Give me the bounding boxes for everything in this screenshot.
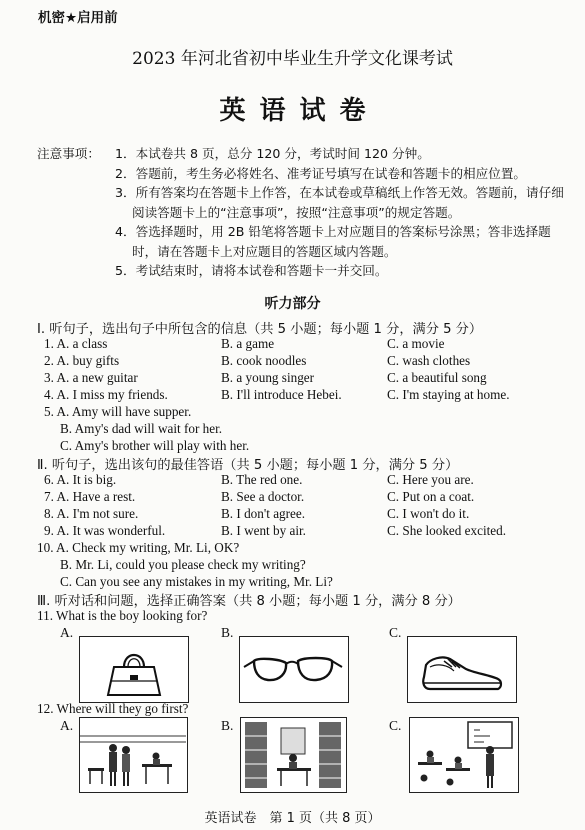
paper-title: 英语试卷 xyxy=(219,96,380,126)
q12-picture-b xyxy=(240,717,347,793)
note-item: 3．所有答案均在答题卡上作答，在本试卷或草稿纸上作答无效。答题前，请仔细阅读答题卡上的“注意事项”，按照“注意事项”的规定答题。 xyxy=(115,185,564,220)
q9-option-c: C. She looked excited. xyxy=(387,523,507,538)
q5-option-a: 5. A. Amy will have supper. xyxy=(44,404,192,419)
q9-option-a: 9. A. It was wonderful. xyxy=(44,523,166,538)
q3-option-b: B. a young singer xyxy=(221,370,315,385)
classroom-scene-icon xyxy=(410,718,517,791)
q11-picture-b xyxy=(239,636,349,703)
q12-picture-a xyxy=(79,717,188,793)
q3-option-c: C. a beautiful song xyxy=(387,370,487,385)
q8-option-b: B. I don't agree. xyxy=(221,506,306,521)
q7-option-b: B. See a doctor. xyxy=(221,489,305,504)
q1-option-c: C. a movie xyxy=(387,336,445,351)
q2-option-c: C. wash clothes xyxy=(387,353,471,368)
q1-option-b: B. a game xyxy=(221,336,275,351)
q10-option-c: C. Can you see any mistakes in my writing, Mr. Li? xyxy=(60,574,333,589)
note-item: 4．答选择题时，用 2B 铅笔将答题卡上对应题目的答案标号涂黑；答非选择题时，请在答题卡上对应题目的答题区域内答题。 xyxy=(115,224,551,259)
q8-option-a: 8. A. I'm not sure. xyxy=(44,506,139,521)
note-item: 5．考试结束时，请将本试卷和答题卡一并交回。 xyxy=(115,263,388,278)
q5-option-b: B. Amy's dad will wait for her. xyxy=(60,421,223,436)
q8-option-c: C. I won't do it. xyxy=(387,506,470,521)
q11-label-b: B. xyxy=(221,625,234,640)
q2-option-b: B. cook noodles xyxy=(221,353,307,368)
exam-notes xyxy=(37,144,572,281)
q10-option-a: 10. A. Check my writing, Mr. Li, OK? xyxy=(37,540,240,555)
q10-option-b: B. Mr. Li, could you please check my writing? xyxy=(60,557,306,572)
q12-picture-c xyxy=(409,717,519,793)
q6-option-a: 6. A. It is big. xyxy=(44,472,117,487)
part3-heading: Ⅲ. 听对话和问题，选择正确答案（共 8 小题；每小题 1 分，满分 8 分） xyxy=(37,594,461,609)
q2-option-a: 2. A. buy gifts xyxy=(44,353,120,368)
note-item: 2．答题前，考生务必将姓名、准考证号填写在试卷和答题卡的相应位置。 xyxy=(115,165,527,181)
library-scene-icon xyxy=(241,718,345,791)
q11-picture-c xyxy=(407,636,517,703)
q11-picture-a xyxy=(79,636,189,703)
q11-stem: 11. What is the boy looking for? xyxy=(37,608,208,623)
q12-label-c: C. xyxy=(389,718,402,733)
restaurant-scene-icon xyxy=(80,718,186,791)
q12-stem: 12. Where will they go first? xyxy=(37,701,189,716)
q5-option-c: C. Amy's brother will play with her. xyxy=(60,438,250,453)
q9-option-b: B. I went by air. xyxy=(221,523,306,538)
q4-option-a: 4. A. I miss my friends. xyxy=(44,387,168,402)
q12-label-a: A. xyxy=(60,718,74,733)
confidential-mark: 机密★启用前 xyxy=(38,10,118,26)
part2-heading: Ⅱ. 听句子，选出该句的最佳答语（共 5 小题；每小题 1 分，满分 5 分） xyxy=(37,458,459,473)
q1-option-a: 1. A. a class xyxy=(44,336,108,351)
q11-label-a: A. xyxy=(60,625,74,640)
exam-title: 2023 年河北省初中毕业生升学文化课考试 xyxy=(132,49,453,69)
q11-label-c: C. xyxy=(389,625,402,640)
part1-heading: Ⅰ. 听句子，选出句子中所包含的信息（共 5 小题；每小题 1 分，满分 5 分） xyxy=(37,322,483,337)
q4-option-b: B. I'll introduce Hebei. xyxy=(221,387,342,402)
q12-label-b: B. xyxy=(221,718,234,733)
q3-option-a: 3. A. a new guitar xyxy=(44,370,138,385)
page-footer: 英语试卷 第 1 页（共 8 页） xyxy=(204,811,381,826)
sneaker-icon xyxy=(408,637,515,701)
handbag-icon xyxy=(80,637,187,701)
glasses-icon xyxy=(240,637,347,701)
q4-option-c: C. I'm staying at home. xyxy=(387,387,510,402)
note-item: 1．本试卷共 8 页，总分 120 分，考试时间 120 分钟。 xyxy=(115,146,430,161)
q7-option-c: C. Put on a coat. xyxy=(387,489,475,504)
q6-option-b: B. The red one. xyxy=(221,472,303,487)
q6-option-c: C. Here you are. xyxy=(387,472,474,487)
q7-option-a: 7. A. Have a rest. xyxy=(44,489,136,504)
section-title: 听力部分 xyxy=(264,296,321,312)
notes-heading: 注意事项： xyxy=(37,146,100,161)
